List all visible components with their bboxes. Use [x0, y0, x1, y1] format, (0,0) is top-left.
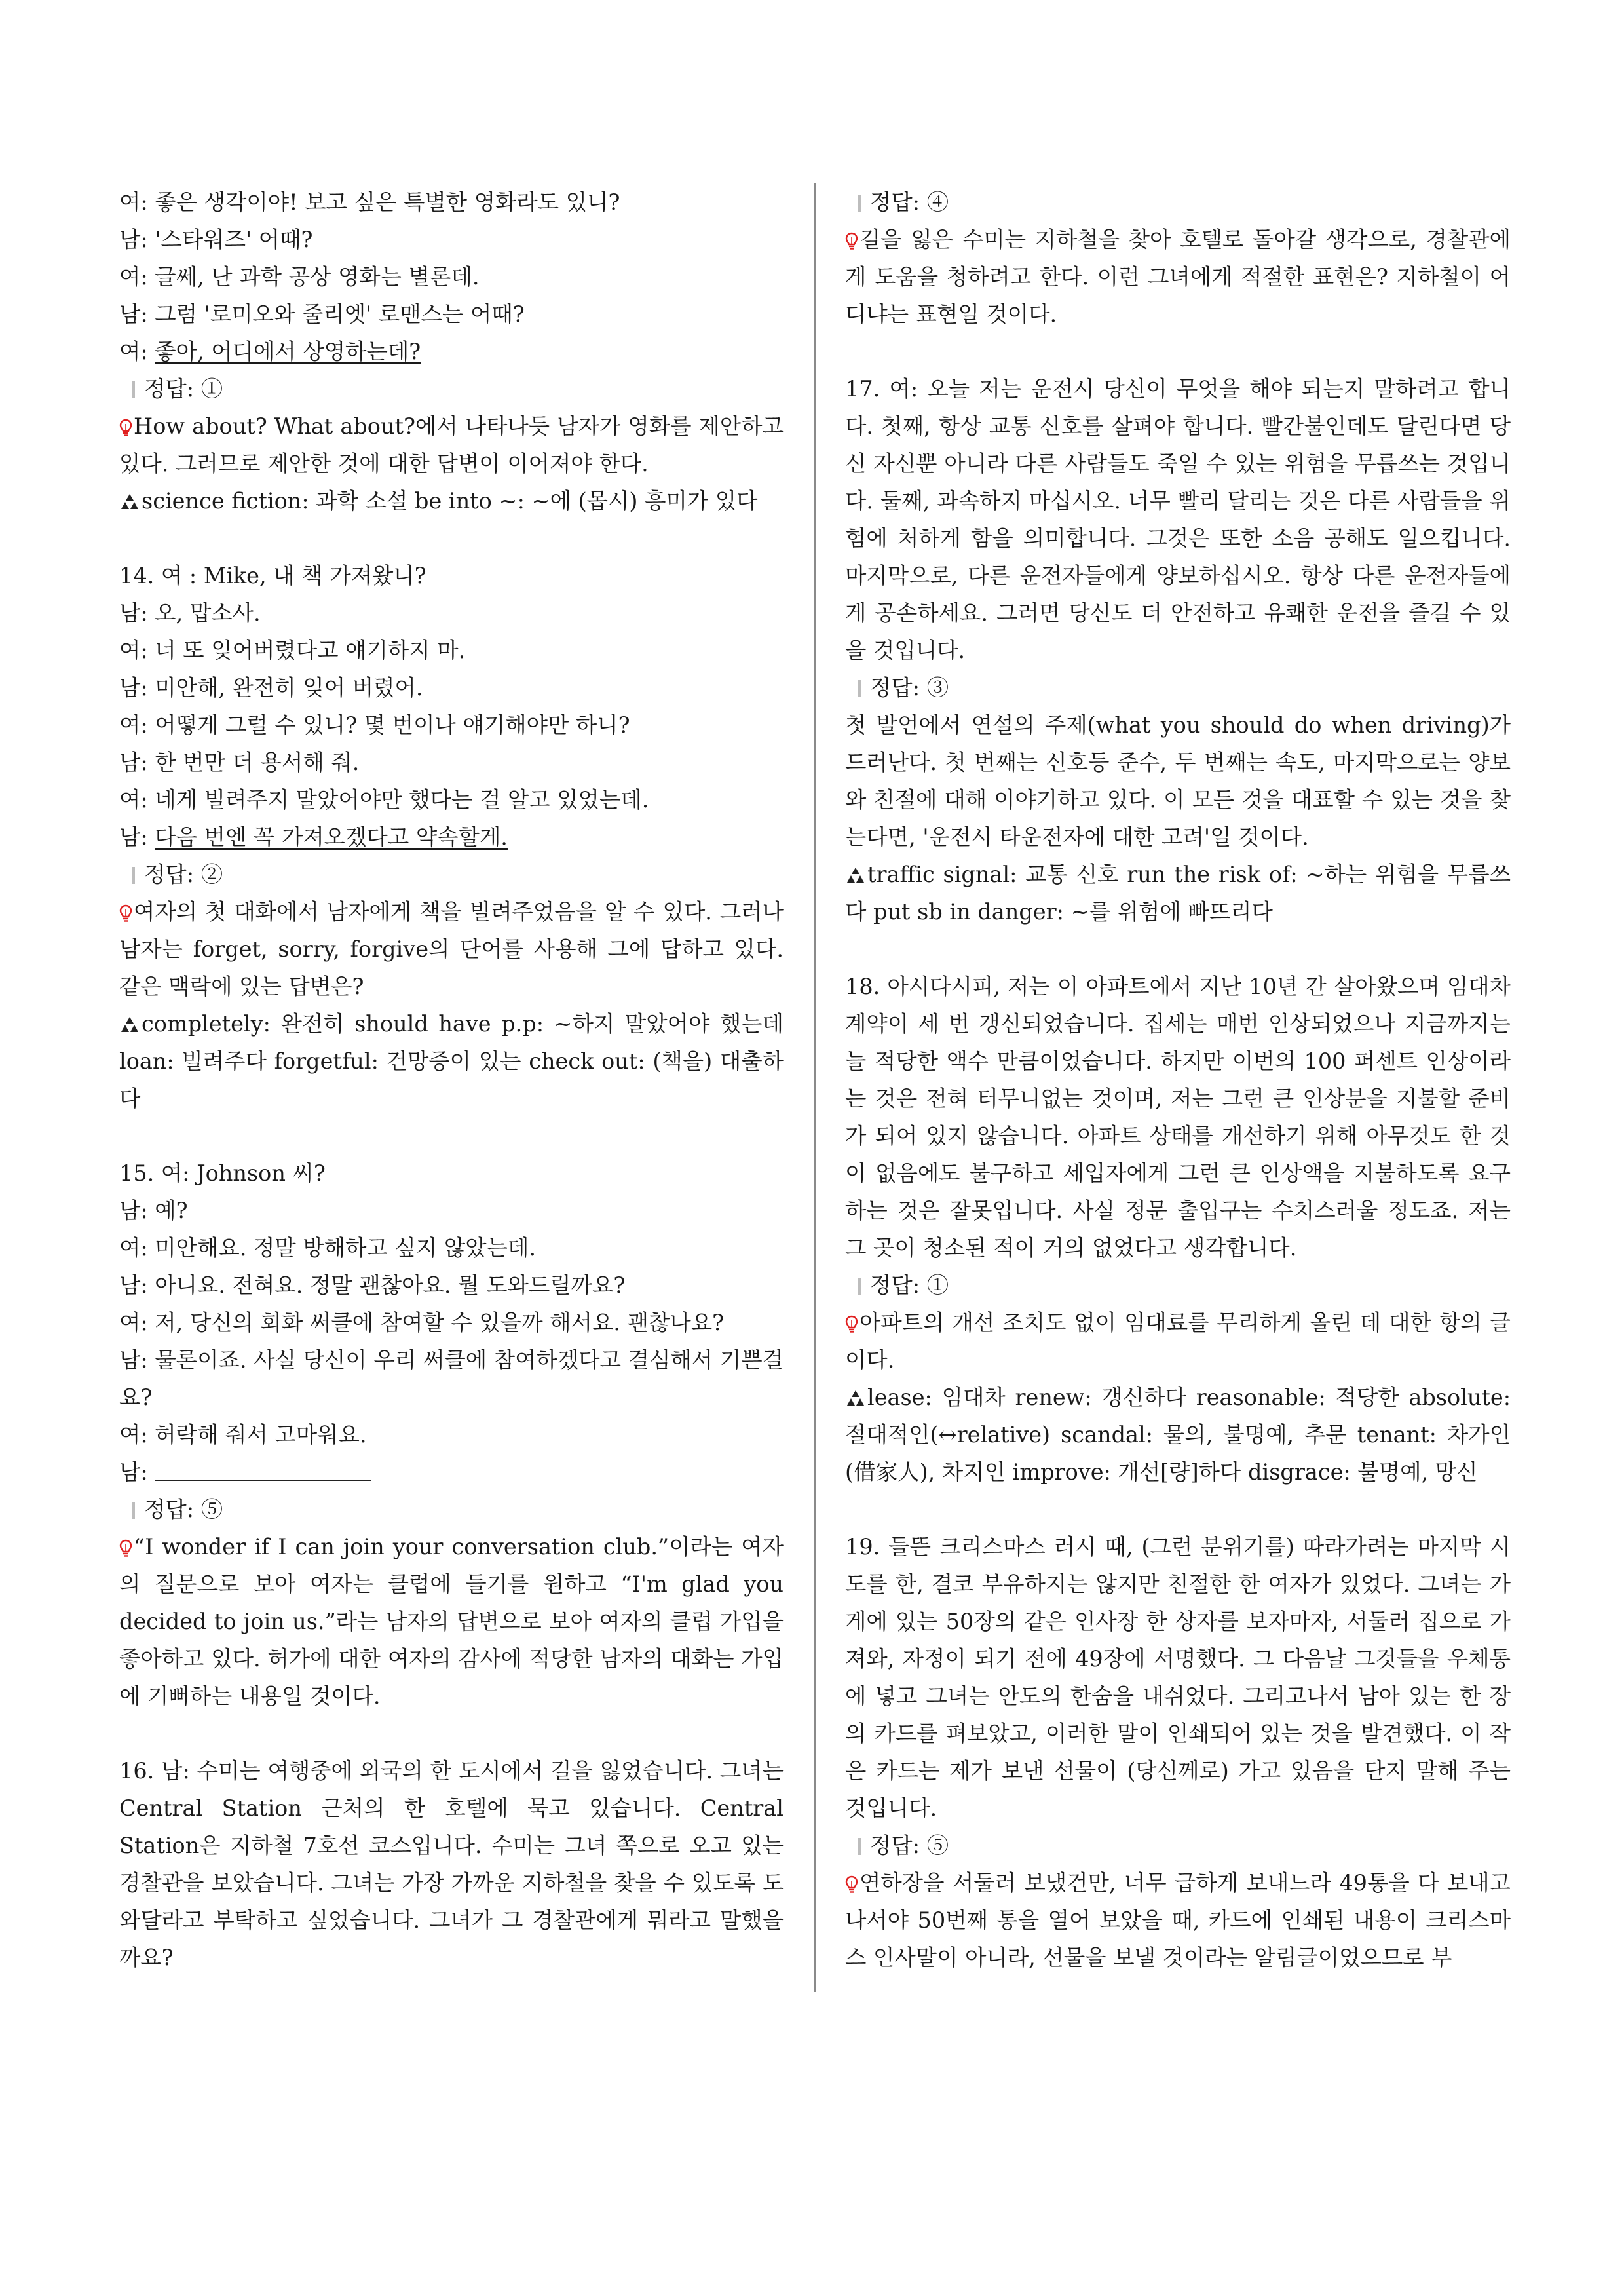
answer-key: 정답: ⑤: [845, 1827, 1511, 1864]
vocabulary-text: completely: 완전히 should have p.p: ~하지 말았어야 했는데 loan: 빌려주다 forgetful: 건망증이 있는 check out: (책을) 대출하다: [119, 1011, 784, 1111]
dialogue-line: [119, 1453, 784, 1491]
lightbulb-icon: [119, 904, 132, 923]
vocabulary-text: science fiction: 과학 소설 be into ~: ~에 (몹시) 흥미가 있다: [142, 488, 758, 514]
explanation-text: “I wonder if I can join your conversation club.”이라는 여자의 질문으로 보아 여자는 클럽에 들기를 원하고 “I'm glad you decided to join us.”라는 남자의 답변으로 보아 여자의 클럽 가입을 좋아하고 있다. 허가에 대한 여자의 감사에 적당한 남자의 대화는 가입에 기뻐하는 내용일 것이다.: [119, 1534, 784, 1709]
dialogue-line: 여: 네게 빌려주지 말았어야만 했다는 걸 알고 있었는데.: [119, 787, 649, 813]
dialogue-line: 남: 물론이죠. 사실 당신이 우리 써클에 참여하겠다고 결심해서 기쁜걸요?: [119, 1347, 784, 1410]
dialogue-line: 여: 어떻게 그럴 수 있니? 몇 번이나 얘기해야만 하니?: [119, 712, 630, 738]
dialogue-line: 여: 미안해요. 정말 방해하고 싶지 않았는데.: [119, 1235, 536, 1261]
dialogue-line: 남: '스타워즈' 어때?: [119, 227, 313, 252]
stacked-triangles-icon: [845, 1389, 866, 1407]
stacked-triangles-icon: [845, 866, 866, 885]
answer-key: 정답: ⑤: [119, 1491, 784, 1528]
speaker-prefix: 남:: [119, 1459, 148, 1485]
explanation: [845, 1304, 1511, 1379]
answer-blank: [155, 1460, 371, 1481]
lightbulb-icon: [845, 1875, 858, 1894]
dialogue-line: 남: 예?: [119, 1198, 188, 1223]
question-19: 19. 들뜬 크리스마스 러시 때, (그런 분위기를) 따라가려는 마지막 시도를 한, 결코 부유하지는 않지만 친절한 한 여자가 있었다. 그녀는 가게에 있는 50장의 같은 인사장 한 상자를 보자마자, 서둘러 집으로 가져와, 자정이 되기 전에 49장에 서명했다. 그 다음날 그것들을 우체통에 넣고 그녀는 안도의 한숨을 내쉬었다. 그리고나서 남아 있는 한 장의 카드를 펴보았고, 이러한 말이 인쇄되어 있는 것을 발견했다. 이 작은 카드는 제가 보낸 선물이 (당신께로) 가고 있음을 단지 말해 주는 것입니다.: [845, 1534, 1511, 1821]
vocabulary-text: traffic signal: 교통 신호 run the risk of: ~하는 위험을 무릅쓰다 put sb in danger: ~를 위험에 빠뜨리다: [845, 862, 1511, 925]
vocabulary-text: lease: 임대차 renew: 갱신하다 reasonable: 적당한 absolute: 절대적인(↔relative) scandal: 물의, 불명예, 추문 tenant: 차가인(借家人), 차지인 improve: 개선[량]하다 disgrace: 불명예, 망신: [845, 1385, 1511, 1485]
explanation-text: 여자의 첫 대화에서 남자에게 책을 빌려주었음을 알 수 있다. 그러나 남자는 forget, sorry, forgive의 단어를 사용해 그에 답하고 있다. 같은 맥락에 있는 답변은?: [119, 899, 784, 999]
lightbulb-icon: [119, 1539, 132, 1558]
answer-key: 정답: ③: [845, 669, 1511, 706]
dialogue-line: 남: 미안해, 완전히 잊어 버렸어.: [119, 675, 423, 700]
dialogue-line: 남: 오, 맙소사.: [119, 600, 261, 626]
explanation-text: 첫 발언에서 연설의 주제(what you should do when driving)가 드러난다. 첫 번째는 신호등 준수, 두 번째는 속도, 마지막으로는 양보와 친절에 대해 이야기하고 있다. 이 모든 것을 대표할 수 있는 것을 찾는다면, '운전시 타운전자에 대한 고려'일 것이다.: [845, 712, 1511, 850]
explanation: [119, 893, 784, 1005]
answer-key: 정답: ②: [119, 856, 784, 893]
question-18: 18. 아시다시피, 저는 이 아파트에서 지난 10년 간 살아왔으며 임대차 계약이 세 번 갱신되었습니다. 집세는 매번 인상되었으나 지금까지는 늘 적당한 액수 만큼이었습니다. 하지만 이번의 100 퍼센트 인상이라는 것은 전혀 터무니없는 것이며, 저는 그런 큰 인상분을 지불할 준비가 되어 있지 않습니다. 아파트 상태를 개선하기 위해 아무것도 한 것이 없음에도 불구하고 세입자에게 그런 큰 인상액을 지불하도록 요구하는 것은 잘못입니다. 사실 정문 출입구는 수치스러울 정도죠. 저는 그 곳이 청소된 적이 거의 없었다고 생각합니다.: [845, 974, 1511, 1261]
explanation: [119, 408, 784, 482]
dialogue-line: 여: 허락해 줘서 고마워요.: [119, 1422, 367, 1447]
dialogue-line: 남: 한 번만 더 용서해 줘.: [119, 750, 360, 775]
explanation-text: 아파트의 개선 조치도 없이 임대료를 무리하게 올린 데 대한 항의 글이다.: [845, 1310, 1511, 1373]
vocabulary-note: [119, 482, 784, 520]
question-16: 16. 남: 수미는 여행중에 외국의 한 도시에서 길을 잃었습니다. 그녀는 Central Station 근처의 한 호텔에 묵고 있습니다. Central Station은 지하철 7호선 코스입니다. 수미는 그녀 쪽으로 오고 있는 경찰관을 보았습니다. 그녀는 가장 가까운 지하철을 찾을 수 있도록 도와달라고 부탁하고 싶었습니다. 그녀가 그 경찰관에게 뭐라고 말했을까요?: [119, 1758, 784, 1970]
speaker-prefix: 여:: [119, 339, 155, 364]
explanation: [845, 1864, 1511, 1976]
lightbulb-icon: [845, 231, 858, 251]
left-column: [119, 183, 784, 1976]
dialogue-line: 여: 저, 당신의 회화 써클에 참여할 수 있을까 해서요. 괜찮나요?: [119, 1310, 725, 1335]
explanation: [119, 1528, 784, 1715]
underlined-answer-choice: 다음 번엔 꼭 가져오겠다고 약속할게.: [155, 824, 508, 850]
question-17: 17. 여: 오늘 저는 운전시 당신이 무엇을 해야 되는지 말하려고 합니다. 첫째, 항상 교통 신호를 살펴야 합니다. 빨간불인데도 달린다면 당신 자신뿐 아니라 다른 사람들도 죽일 수 있는 위험을 무릅쓰는 것입니다. 둘째, 과속하지 마십시오. 너무 빨리 달리는 것은 다른 사람들을 위험에 처하게 함을 의미합니다. 그것은 또한 소음 공해도 일으킵니다. 마지막으로, 다른 운전자들에게 양보하십시오. 항상 다른 운전자들에게 공손하세요. 그러면 당신도 더 안전하고 유쾌한 운전을 즐길 수 있을 것입니다.: [845, 376, 1511, 663]
dialogue-line: 여: 너 또 잊어버렸다고 얘기하지 마.: [119, 638, 466, 663]
explanation-text: 연하장을 서둘러 보냈건만, 너무 급하게 보내느라 49통을 다 보내고 나서야 50번째 통을 열어 보았을 때, 카드에 인쇄된 내용이 크리스마스 인사말이 아니라, 선물을 보낼 것이라는 알림글이었으므로 부: [845, 1870, 1511, 1970]
stacked-triangles-icon: [119, 1016, 140, 1034]
question-15: 15. 여: Johnson 씨?: [119, 1160, 326, 1186]
explanation-text: How about? What about?에서 나타나듯 남자가 영화를 제안하고 있다. 그러므로 제안한 것에 대한 답변이 이어져야 한다.: [119, 413, 784, 476]
dialogue-line: [119, 818, 784, 856]
dialogue-line: [119, 333, 784, 370]
right-column: [845, 183, 1511, 1976]
dialogue-line: 여: 글쎄, 난 과학 공상 영화는 별론데.: [119, 264, 480, 290]
explanation: [845, 221, 1511, 333]
vocabulary-note: [119, 1005, 784, 1117]
underlined-answer-choice: 좋아, 어디에서 상영하는데?: [155, 339, 421, 364]
answer-key: 정답: ④: [845, 183, 1511, 221]
column-divider: [814, 183, 816, 1992]
lightbulb-icon: [845, 1314, 858, 1334]
speaker-prefix: 남:: [119, 824, 155, 850]
answer-key: 정답: ①: [845, 1267, 1511, 1304]
vocabulary-note: [845, 1379, 1511, 1491]
stacked-triangles-icon: [119, 493, 140, 511]
dialogue-line: 남: 그럼 '로미오와 줄리엣' 로맨스는 어때?: [119, 301, 525, 327]
explanation-text: 길을 잃은 수미는 지하철을 찾아 호텔로 돌아갈 생각으로, 경찰관에게 도움을 청하려고 한다. 이런 그녀에게 적절한 표현은? 지하철이 어디냐는 표현일 것이다.: [845, 227, 1511, 327]
dialogue-line: 남: 아니요. 전혀요. 정말 괜찮아요. 뭘 도와드릴까요?: [119, 1272, 626, 1298]
vocabulary-note: [845, 856, 1511, 930]
lightbulb-icon: [119, 418, 132, 438]
question-14: 14. 여 : Mike, 내 책 가져왔니?: [119, 563, 426, 588]
answer-key: 정답: ①: [119, 370, 784, 408]
dialogue-line: 여: 좋은 생각이야! 보고 싶은 특별한 영화라도 있니?: [119, 189, 620, 215]
